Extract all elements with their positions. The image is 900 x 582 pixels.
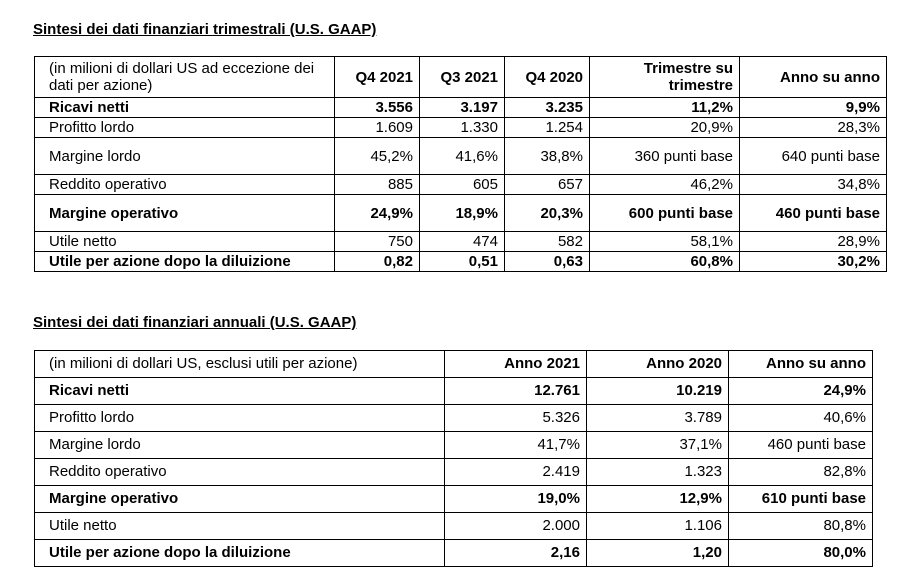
column-header: Q4 2020 — [505, 57, 590, 98]
table-cell: 582 — [505, 232, 590, 252]
row-label: Profitto lordo — [35, 405, 445, 432]
header-label: (in milioni di dollari US, esclusi utili per azione) — [35, 351, 445, 378]
table-cell: 0,63 — [505, 252, 590, 272]
table-cell: 1.323 — [587, 459, 729, 486]
table-cell: 1.254 — [505, 118, 590, 138]
table-cell: 60,8% — [590, 252, 740, 272]
table-cell: 80,0% — [729, 540, 873, 567]
table-cell: 2.419 — [445, 459, 587, 486]
row-label: Reddito operativo — [35, 459, 445, 486]
table-row — [35, 98, 887, 118]
table-cell: 610 punti base — [729, 486, 873, 513]
table-cell: 20,9% — [590, 118, 740, 138]
table-cell: 460 punti base — [729, 432, 873, 459]
table-cell: 12.761 — [445, 378, 587, 405]
table-cell: 640 punti base — [740, 138, 887, 175]
table-row — [35, 459, 873, 486]
table-cell: 28,3% — [740, 118, 887, 138]
column-header: Q3 2021 — [420, 57, 505, 98]
table-cell: 28,9% — [740, 232, 887, 252]
column-header: Anno 2020 — [587, 351, 729, 378]
row-label: Ricavi netti — [35, 378, 445, 405]
table-cell: 11,2% — [590, 98, 740, 118]
table-cell: 80,8% — [729, 513, 873, 540]
table-row — [35, 175, 887, 195]
table-cell: 45,2% — [335, 138, 420, 175]
table-row — [35, 513, 873, 540]
row-label: Utile per azione dopo la diluizione — [35, 540, 445, 567]
column-header: Anno su anno — [729, 351, 873, 378]
row-label: Utile netto — [35, 232, 335, 252]
table-cell: 41,7% — [445, 432, 587, 459]
row-label: Utile netto — [35, 513, 445, 540]
row-label: Ricavi netti — [35, 98, 335, 118]
annual-financial-table — [34, 350, 873, 567]
table-cell: 82,8% — [729, 459, 873, 486]
table-cell: 19,0% — [445, 486, 587, 513]
table-cell: 2.000 — [445, 513, 587, 540]
row-label: Reddito operativo — [35, 175, 335, 195]
table-cell: 474 — [420, 232, 505, 252]
table-row — [35, 432, 873, 459]
row-label: Margine lordo — [35, 138, 335, 175]
quarterly-table-title: Sintesi dei dati finanziari trimestrali (U.S. GAAP) — [33, 21, 377, 38]
table-cell: 3.235 — [505, 98, 590, 118]
table-cell: 657 — [505, 175, 590, 195]
table-cell: 0,51 — [420, 252, 505, 272]
table-cell: 46,2% — [590, 175, 740, 195]
table-cell: 1,20 — [587, 540, 729, 567]
header-row — [35, 57, 887, 98]
header-label: (in milioni di dollari US ad eccezione dei dati per azione) — [35, 57, 335, 98]
table-cell: 24,9% — [729, 378, 873, 405]
column-header: Trimestre su trimestre — [590, 57, 740, 98]
table-cell: 34,8% — [740, 175, 887, 195]
row-label: Utile per azione dopo la diluizione — [35, 252, 335, 272]
table-row — [35, 486, 873, 513]
table-row — [35, 540, 873, 567]
table-row — [35, 378, 873, 405]
table-cell: 10.219 — [587, 378, 729, 405]
table-cell: 0,82 — [335, 252, 420, 272]
table-cell: 18,9% — [420, 195, 505, 232]
table-cell: 9,9% — [740, 98, 887, 118]
table-row — [35, 118, 887, 138]
table-cell: 30,2% — [740, 252, 887, 272]
table-cell: 1.106 — [587, 513, 729, 540]
table-row — [35, 405, 873, 432]
table-cell: 2,16 — [445, 540, 587, 567]
table-cell: 38,8% — [505, 138, 590, 175]
annual-table-title: Sintesi dei dati finanziari annuali (U.S. GAAP) — [33, 314, 357, 331]
table-cell: 24,9% — [335, 195, 420, 232]
table-row — [35, 195, 887, 232]
row-label: Margine operativo — [35, 486, 445, 513]
header-row — [35, 351, 873, 378]
column-header: Q4 2021 — [335, 57, 420, 98]
row-label: Margine operativo — [35, 195, 335, 232]
table-cell: 1.609 — [335, 118, 420, 138]
table-cell: 58,1% — [590, 232, 740, 252]
table-cell: 750 — [335, 232, 420, 252]
table-row — [35, 232, 887, 252]
table-cell: 1.330 — [420, 118, 505, 138]
column-header: Anno 2021 — [445, 351, 587, 378]
table-cell: 360 punti base — [590, 138, 740, 175]
row-label: Margine lordo — [35, 432, 445, 459]
table-cell: 460 punti base — [740, 195, 887, 232]
table-cell: 885 — [335, 175, 420, 195]
table-cell: 3.197 — [420, 98, 505, 118]
row-label: Profitto lordo — [35, 118, 335, 138]
table-cell: 12,9% — [587, 486, 729, 513]
table-cell: 20,3% — [505, 195, 590, 232]
table-cell: 605 — [420, 175, 505, 195]
table-cell: 3.556 — [335, 98, 420, 118]
table-cell: 37,1% — [587, 432, 729, 459]
column-header: Anno su anno — [740, 57, 887, 98]
table-cell: 5.326 — [445, 405, 587, 432]
table-cell: 3.789 — [587, 405, 729, 432]
table-cell: 600 punti base — [590, 195, 740, 232]
table-cell: 41,6% — [420, 138, 505, 175]
table-row — [35, 252, 887, 272]
table-cell: 40,6% — [729, 405, 873, 432]
quarterly-financial-table — [34, 56, 887, 272]
table-row — [35, 138, 887, 175]
